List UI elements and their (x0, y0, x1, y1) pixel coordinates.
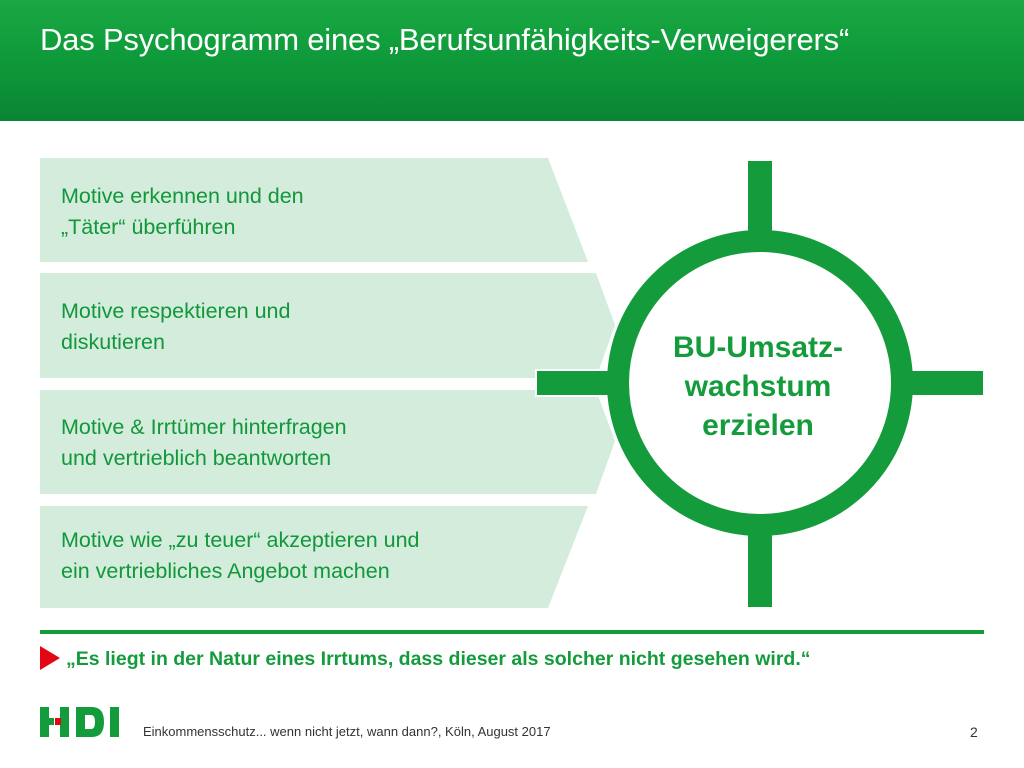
panel-1-line-2: „Täter“ überführen (61, 215, 236, 239)
footer-text: Einkommensschutz... wenn nicht jetzt, wann dann?, Köln, August 2017 (143, 724, 551, 739)
page-number: 2 (970, 724, 978, 740)
panel-3-line-2: und vertrieblich beantworten (61, 446, 332, 470)
panel-1-line-1: Motive erkennen und den (61, 184, 304, 208)
page-title: Das Psychogramm eines „Berufsunfähigkeits-Verweigerers“ (40, 22, 850, 57)
target-label (636, 328, 880, 445)
panel-4-line-2: ein vertriebliches Angebot machen (61, 559, 390, 583)
panel-2-line-2: diskutieren (61, 330, 165, 354)
quote-text: „Es liegt in der Natur eines Irrtums, dass dieser als solcher nicht gesehen wird.“ (66, 648, 811, 670)
target-line-3: erzielen (702, 409, 814, 442)
target-line-1: BU-Umsatz- (672, 331, 843, 364)
target-line-2: wachstum (684, 370, 832, 403)
panel-4-line-1: Motive wie „zu teuer“ akzeptieren und (61, 528, 420, 552)
divider-line (40, 630, 984, 634)
play-arrow-icon (40, 646, 62, 672)
panel-3-line-1: Motive & Irrtümer hinterfragen (61, 415, 347, 439)
panel-2-line-1: Motive respektieren und (61, 299, 291, 323)
hdi-logo (40, 705, 124, 739)
